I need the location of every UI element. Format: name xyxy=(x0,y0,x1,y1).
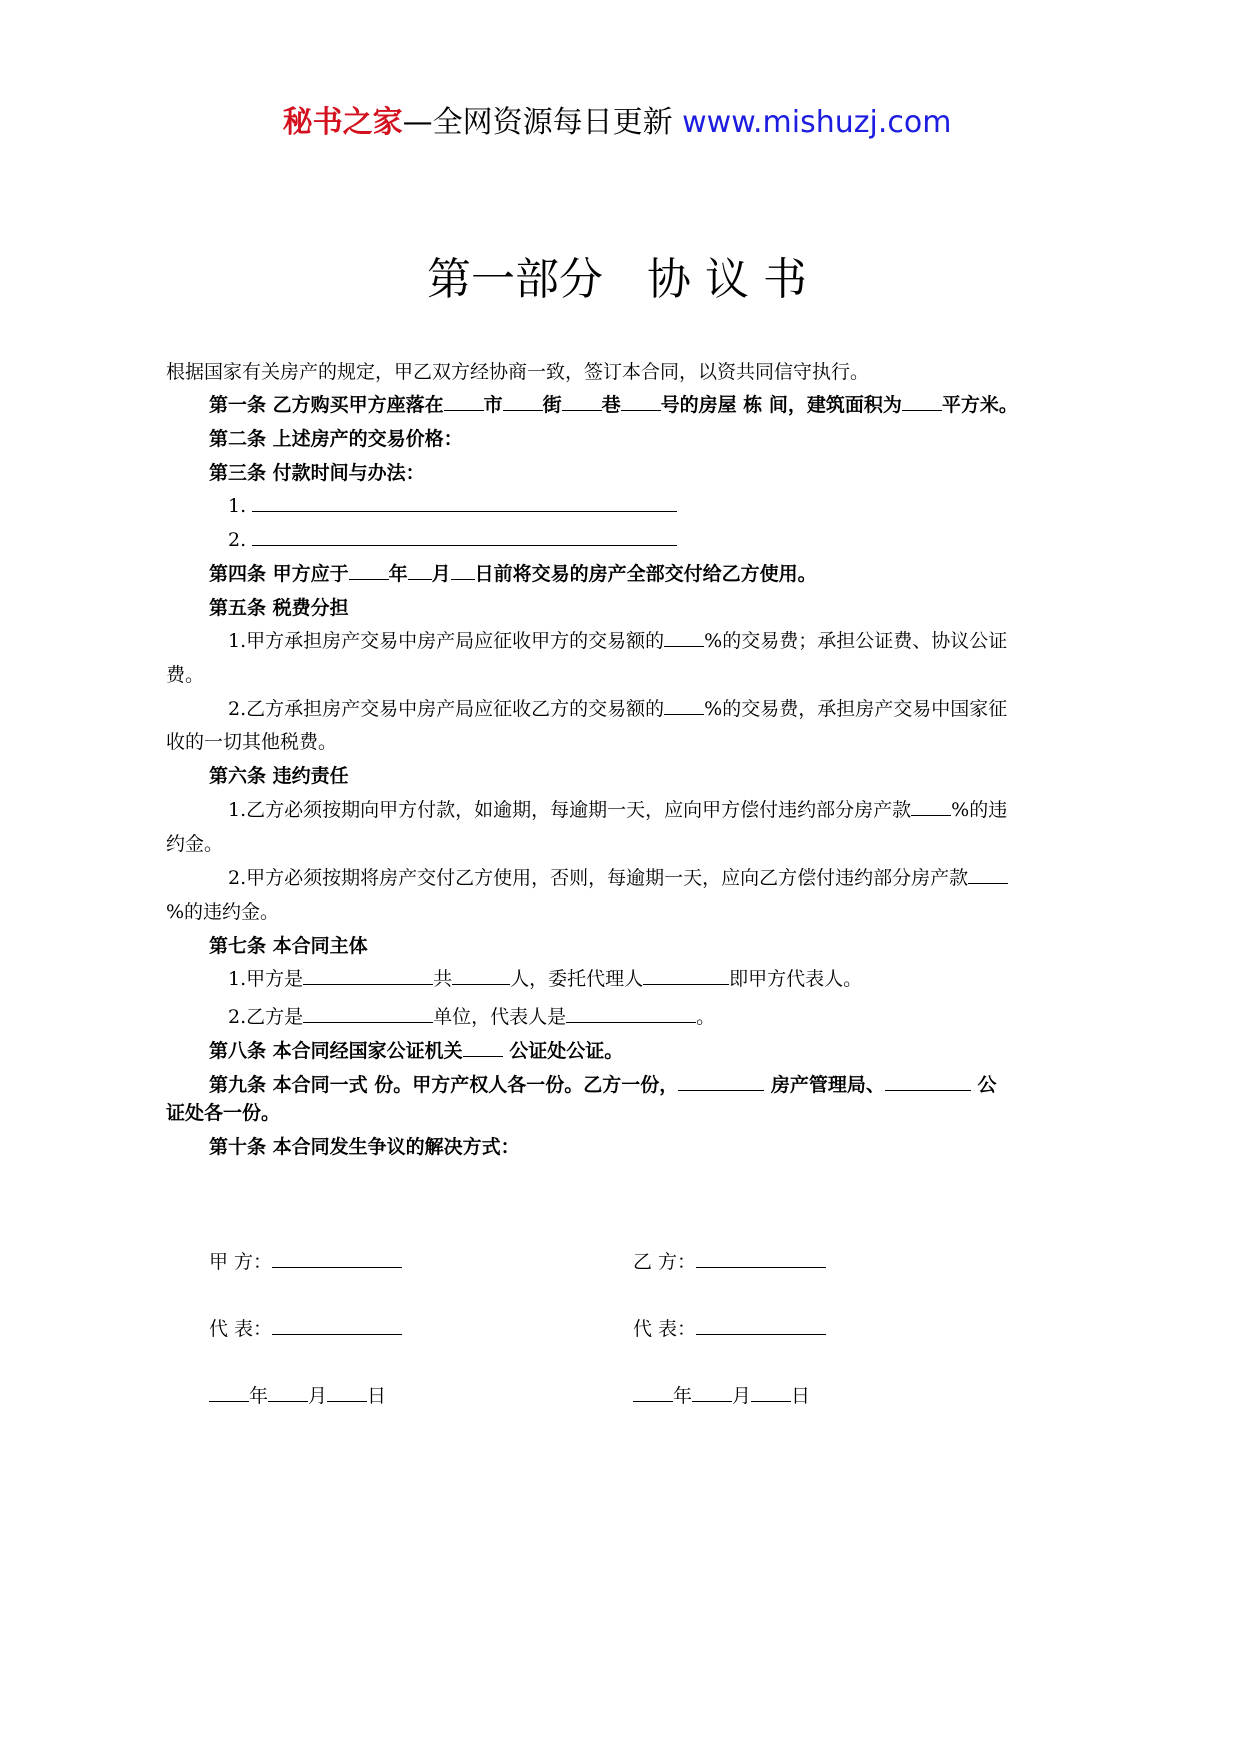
party-a-year-blank xyxy=(209,1383,249,1402)
party-b-signature-blank xyxy=(696,1249,826,1268)
article-6-item-2 xyxy=(228,865,1008,891)
party-b-day-blank xyxy=(751,1383,791,1402)
party-a-month-label: 月 xyxy=(308,1385,328,1407)
party-a-rep-blank xyxy=(272,1316,402,1335)
party-a-rep-line xyxy=(209,1316,402,1342)
article-9-text-a: 第九条 本合同一式 份。甲方产权人各一份。乙方一份， xyxy=(209,1074,679,1096)
article-6-item-1-cont: 约金。 xyxy=(166,833,224,855)
article-5-item-2-text-a: 2.乙方承担房产交易中房产局应征收乙方的交易额的 xyxy=(228,698,665,720)
article-9-text-b: 房产管理局、 xyxy=(764,1074,885,1096)
copy-blank-2 xyxy=(885,1072,971,1091)
year-blank xyxy=(349,561,389,580)
party-a-signature-line xyxy=(209,1249,402,1275)
party-b-year-blank xyxy=(633,1383,673,1402)
party-b-rep-blank xyxy=(566,1004,696,1023)
party-a-label: 甲 方： xyxy=(209,1251,273,1273)
number-blank xyxy=(621,392,661,411)
article-3: 第三条 付款时间与办法： xyxy=(209,462,425,484)
article-6-item-1-text-a: 1.乙方必须按期向甲方付款，如逾期，每逾期一天，应向甲方偿付违约部分房产款 xyxy=(228,799,912,821)
party-a-day-label: 日 xyxy=(367,1385,387,1407)
document-title: 第一部分 协 议 书 xyxy=(427,254,807,305)
article-1-text-b: 市 xyxy=(483,394,503,416)
article-7-item-2 xyxy=(228,1004,715,1030)
party-b-label: 乙 方： xyxy=(633,1251,697,1273)
article-5-item-2-cont: 收的一切其他税费。 xyxy=(166,731,338,753)
article-1-text-a: 第一条 乙方购买甲方座落在 xyxy=(209,394,444,416)
street-blank xyxy=(503,392,543,411)
party-b-year-label: 年 xyxy=(673,1385,693,1407)
month-blank xyxy=(408,561,432,580)
article-5-item-1 xyxy=(228,628,1007,654)
site-banner xyxy=(0,103,1234,143)
party-b-rep-label: 代 表： xyxy=(633,1318,697,1340)
article-9-text-c: 公 xyxy=(970,1074,997,1096)
article-5-item-2-text-b: %的交易费，承担房产交易中国家征 xyxy=(704,698,1008,720)
party-b-day-label: 日 xyxy=(791,1385,811,1407)
article-6-item-1-text-b: %的违 xyxy=(951,799,1008,821)
article-8 xyxy=(209,1038,623,1064)
article-4-text-b: 年 xyxy=(388,563,408,585)
payment-item-2 xyxy=(228,527,677,553)
banner-url-link[interactable]: www.mishuzj.com xyxy=(682,105,952,140)
article-5-item-1-text-b: %的交易费；承担公证费、协议公证 xyxy=(704,630,1008,652)
party-a-signature-blank xyxy=(272,1249,402,1268)
party-b-date-line xyxy=(633,1383,810,1409)
banner-brand: 秘书之家 xyxy=(282,105,403,140)
city-blank xyxy=(444,392,484,411)
article-7-heading: 第七条 本合同主体 xyxy=(209,935,368,957)
party-b-rep-line xyxy=(633,1316,826,1342)
percent-blank xyxy=(911,797,951,816)
article-4-text-a: 第四条 甲方应于 xyxy=(209,563,349,585)
party-a-day-blank xyxy=(327,1383,367,1402)
article-6-item-1 xyxy=(228,797,1007,823)
day-blank xyxy=(451,561,475,580)
area-blank xyxy=(902,392,942,411)
article-7-item-1 xyxy=(228,966,862,992)
party-b-rep-blank xyxy=(696,1316,826,1335)
party-b-signature-line xyxy=(633,1249,826,1275)
party-a-date-line xyxy=(209,1383,386,1409)
party-a-rep-label: 代 表： xyxy=(209,1318,273,1340)
party-a-count-blank xyxy=(452,966,510,985)
article-1-text-d: 巷 xyxy=(601,394,621,416)
article-1-text-e: 号的房屋 栋 间，建筑面积为 xyxy=(660,394,902,416)
party-b-month-blank xyxy=(692,1383,732,1402)
article-7-item-2-text-c: 。 xyxy=(696,1006,716,1028)
article-6-item-2-cont: %的违约金。 xyxy=(166,901,280,923)
article-1-text-f: 平方米。 xyxy=(941,394,1018,416)
article-5-heading: 第五条 税费分担 xyxy=(209,597,349,619)
percent-blank xyxy=(968,865,1008,884)
party-a-name-blank xyxy=(303,966,433,985)
article-9-cont: 证处各一份。 xyxy=(166,1102,281,1124)
payment-item-1 xyxy=(228,493,677,519)
article-4-text-c: 月 xyxy=(431,563,451,585)
article-1 xyxy=(209,392,1018,418)
article-6-item-2-text-a: 2.甲方必须按期将房产交付乙方使用，否则，每逾期一天，应向乙方偿付违约部分房产款 xyxy=(228,867,969,889)
banner-tagline: 全网资源每日更新 xyxy=(432,105,673,140)
party-a-year-label: 年 xyxy=(249,1385,269,1407)
intro-paragraph: 根据国家有关房产的规定，甲乙双方经协商一致，签订本合同，以资共同信守执行。 xyxy=(166,361,870,383)
article-5-item-2 xyxy=(228,696,1007,722)
notary-blank xyxy=(463,1038,503,1057)
article-8-text-a: 第八条 本合同经国家公证机关 xyxy=(209,1040,463,1062)
party-a-month-blank xyxy=(268,1383,308,1402)
article-4-text-d: 日前将交易的房产全部交付给乙方使用。 xyxy=(474,563,817,585)
payment-item-2-blank xyxy=(252,527,677,546)
copy-blank-1 xyxy=(678,1072,764,1091)
percent-blank xyxy=(664,696,704,715)
percent-blank xyxy=(664,628,704,647)
payment-item-1-blank xyxy=(252,493,677,512)
lane-blank xyxy=(562,392,602,411)
article-1-text-c: 街 xyxy=(542,394,562,416)
payment-item-1-number: 1. xyxy=(228,495,247,517)
article-2: 第二条 上述房产的交易价格： xyxy=(209,428,463,450)
party-b-month-label: 月 xyxy=(732,1385,752,1407)
article-7-item-1-text-c: 人，委托代理人 xyxy=(510,968,644,990)
article-7-item-2-text-b: 单位，代表人是 xyxy=(433,1006,567,1028)
article-4 xyxy=(209,561,817,587)
banner-dash: — xyxy=(402,105,433,140)
article-8-text-b: 公证处公证。 xyxy=(502,1040,624,1062)
article-7-item-2-text-a: 2.乙方是 xyxy=(228,1006,304,1028)
article-10: 第十条 本合同发生争议的解决方式： xyxy=(209,1136,520,1158)
article-5-item-1-cont: 费。 xyxy=(166,664,205,686)
agent-blank xyxy=(643,966,729,985)
article-5-item-1-text-a: 1.甲方承担房产交易中房产局应征收甲方的交易额的 xyxy=(228,630,665,652)
article-9 xyxy=(209,1072,996,1098)
article-6-heading: 第六条 违约责任 xyxy=(209,765,349,787)
article-7-item-1-text-d: 即甲方代表人。 xyxy=(729,968,863,990)
payment-item-2-number: 2. xyxy=(228,529,247,551)
party-b-name-blank xyxy=(303,1004,433,1023)
article-7-item-1-text-a: 1.甲方是 xyxy=(228,968,304,990)
article-7-item-1-text-b: 共 xyxy=(433,968,453,990)
